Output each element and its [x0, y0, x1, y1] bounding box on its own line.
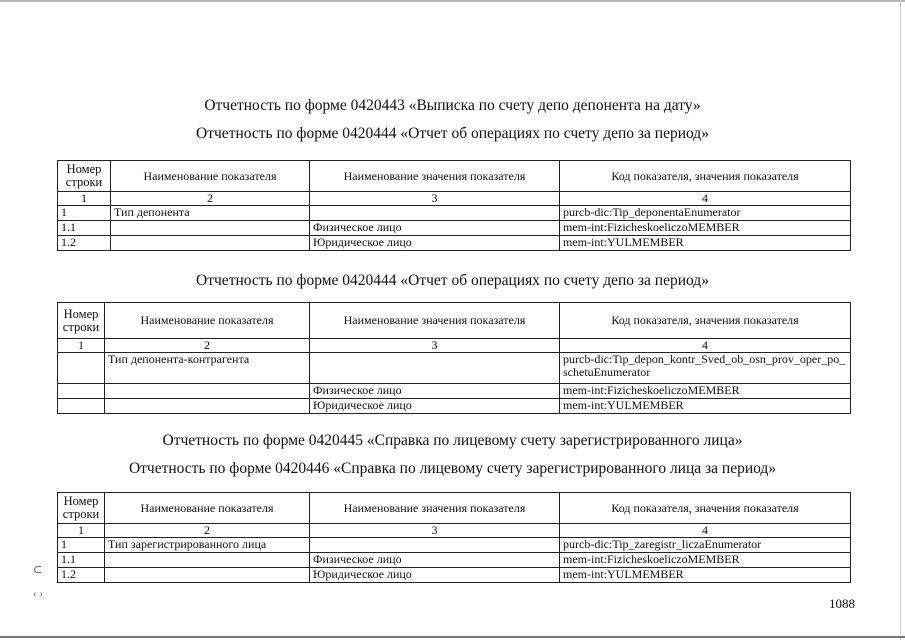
value-name: Юридическое лицо: [310, 399, 560, 414]
heading-form-0420444-a: Отчетность по форме 0420444 «Отчет об операциях по счету депо за период»: [196, 125, 709, 142]
indicator-name: [105, 553, 310, 568]
indicator-code: purcb-dic:Tip_depon_kontr_Sved_ob_osn_prov_oper_po_schetuEnumerator: [560, 353, 851, 384]
column-index: 3: [310, 339, 560, 353]
value-name: Физическое лицо: [310, 553, 560, 568]
column-index: 3: [310, 192, 560, 206]
margin-scan-mark: ⊂: [33, 564, 43, 576]
row-number: 1: [58, 538, 105, 553]
value-name: Физическое лицо: [310, 384, 560, 399]
table-row: [58, 568, 851, 583]
row-number: [58, 399, 105, 414]
column-header-number: Номер строки: [58, 303, 105, 339]
column-header-code: Код показателя, значения показателя: [560, 161, 851, 192]
indicator-code: mem-int:FizicheskoeliczoMEMBER: [560, 384, 851, 399]
column-index: 4: [560, 339, 851, 353]
row-number: 1.1: [58, 221, 111, 236]
indicator-name: Тип депонента-контрагента: [105, 353, 310, 384]
column-header-name: Наименование показателя: [105, 303, 310, 339]
row-number: 1.2: [58, 236, 111, 251]
column-index: 2: [105, 339, 310, 353]
indicator-code: purcb-dic:Tip_deponentaEnumerator: [560, 206, 851, 221]
page-right-edge: [900, 0, 901, 640]
page-bottom-edge: [0, 636, 905, 638]
heading-form-0420446: Отчетность по форме 0420446 «Справка по лицевому счету зарегистрированного лица за период»: [128, 460, 777, 477]
table-row: [58, 399, 851, 414]
indicator-name: [105, 568, 310, 583]
row-number: [58, 384, 105, 399]
column-header-code: Код показателя, значения показателя: [560, 303, 851, 339]
page-top-edge: [0, 0, 905, 2]
indicator-name: [105, 384, 310, 399]
table-row: [58, 206, 851, 221]
indicator-name: [111, 236, 310, 251]
table-row: [58, 236, 851, 251]
column-index: 3: [310, 524, 560, 538]
column-index: 1: [58, 524, 105, 538]
table-row: [58, 353, 851, 384]
column-index: 1: [58, 339, 105, 353]
row-number: 1: [58, 206, 111, 221]
indicator-code: mem-int:FizicheskoeliczoMEMBER: [560, 553, 851, 568]
column-index: 4: [560, 192, 851, 206]
column-header-code: Код показателя, значения показателя: [560, 493, 851, 524]
column-header-number: Номер строки: [58, 493, 105, 524]
heading-form-0420445: Отчетность по форме 0420445 «Справка по лицевому счету зарегистрированного лица»: [162, 432, 743, 449]
row-number: 1.1: [58, 553, 105, 568]
margin-scan-mark: ‹ ›: [33, 588, 44, 600]
report-table-1: [57, 160, 851, 251]
column-header-number: Номер строки: [58, 161, 111, 192]
value-name: Юридическое лицо: [310, 236, 560, 251]
value-name: Юридическое лицо: [310, 568, 560, 583]
column-index: 2: [111, 192, 310, 206]
table-row: [58, 553, 851, 568]
column-header-value-name: Наименование значения показателя: [310, 161, 560, 192]
indicator-name: [111, 221, 310, 236]
column-header-name: Наименование показателя: [105, 493, 310, 524]
row-number: 1.2: [58, 568, 105, 583]
value-name: [310, 353, 560, 384]
indicator-name: [105, 399, 310, 414]
value-name: Физическое лицо: [310, 221, 560, 236]
page-number: 1088: [829, 596, 855, 611]
column-header-value-name: Наименование значения показателя: [310, 303, 560, 339]
indicator-code: mem-int:FizicheskoeliczoMEMBER: [560, 221, 851, 236]
indicator-name: Тип зарегистрированного лица: [105, 538, 310, 553]
indicator-code: purcb-dic:Tip_zaregistr_liczaEnumerator: [560, 538, 851, 553]
indicator-name: Тип депонента: [111, 206, 310, 221]
table-row: [58, 538, 851, 553]
table-row: [58, 384, 851, 399]
value-name: [310, 206, 560, 221]
column-index: 1: [58, 192, 111, 206]
report-table-3: [57, 492, 851, 583]
column-header-name: Наименование показателя: [111, 161, 310, 192]
heading-form-0420444-b: Отчетность по форме 0420444 «Отчет об операциях по счету депо за период»: [196, 272, 709, 289]
heading-form-0420443: Отчетность по форме 0420443 «Выписка по счету депо депонента на дату»: [204, 97, 701, 114]
row-number: [58, 353, 105, 384]
column-index: 4: [560, 524, 851, 538]
table-row: [58, 221, 851, 236]
column-header-value-name: Наименование значения показателя: [310, 493, 560, 524]
indicator-code: mem-int:YULMEMBER: [560, 399, 851, 414]
indicator-code: mem-int:YULMEMBER: [560, 236, 851, 251]
value-name: [310, 538, 560, 553]
report-table-2: [57, 302, 851, 414]
column-index: 2: [105, 524, 310, 538]
indicator-code: mem-int:YULMEMBER: [560, 568, 851, 583]
